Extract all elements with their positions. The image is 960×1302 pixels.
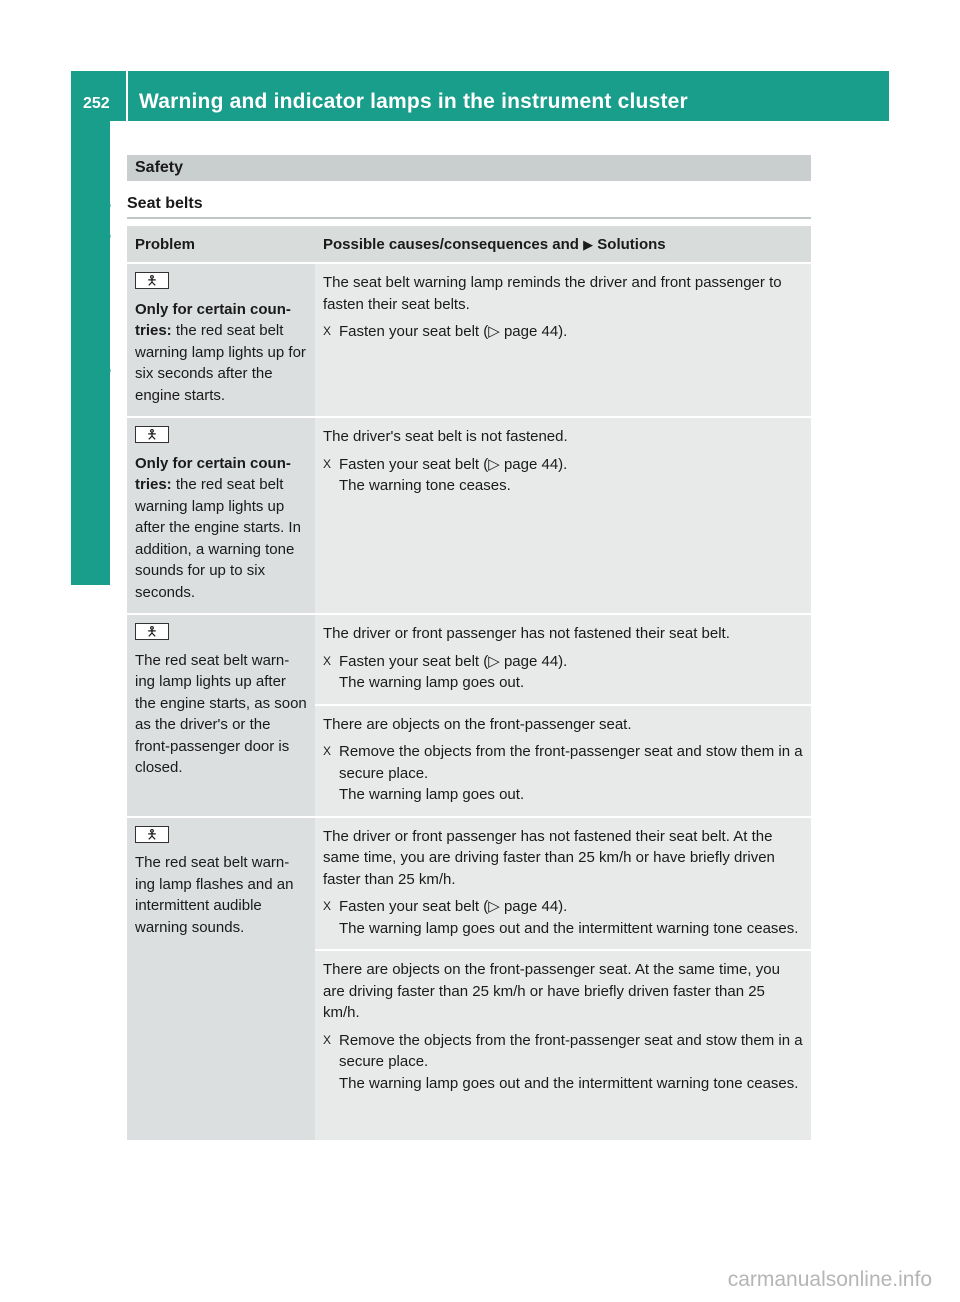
- problem-cell: [127, 615, 315, 816]
- seat-belt-warning-icon: [135, 623, 169, 640]
- seat-belt-warning-icon: [135, 272, 169, 289]
- problem-cell: [127, 264, 315, 416]
- seat-belt-warning-icon: [135, 826, 169, 843]
- cause-text: The seat belt warning lamp reminds the driver and front passenger to fasten their seat belts.: [323, 274, 782, 313]
- header-problem: Problem: [135, 236, 196, 253]
- problem-cell: [127, 818, 315, 1140]
- solution-step: [323, 1030, 805, 1095]
- header-solutions-prefix: Possible causes/consequences and: [323, 236, 579, 253]
- step-result: The warning lamp goes out.: [339, 674, 525, 691]
- seat-belt-warning-icon: [135, 426, 169, 443]
- problem-cell: [127, 418, 315, 613]
- problem-description: the red seat belt warning lamp lights up after the engine starts. In addition, a warning tone sounds for up to six seconds.: [135, 476, 301, 601]
- section-bar: [127, 155, 811, 181]
- step-result: The warning lamp goes out and the intermittent warning tone ceases.: [339, 1074, 799, 1092]
- cause-text: The driver or front passenger has not fastened their seat belt. At the same time, you are driving faster than 25 km/h or have briefly driven faster than 25 km/h.: [323, 827, 775, 888]
- solution-block: [315, 706, 811, 816]
- step-marker-icon: X: [323, 744, 332, 758]
- problem-text: [135, 453, 309, 604]
- solution-block: [315, 951, 811, 1140]
- table-body: [127, 264, 811, 1140]
- solution-block: [315, 615, 811, 704]
- side-tab-label: On-board computer and displays: [88, 184, 111, 520]
- step-marker-icon: X: [323, 899, 332, 913]
- play-arrow-icon: ▶: [583, 237, 594, 252]
- solution-step: [323, 741, 805, 806]
- table-row: [127, 264, 811, 416]
- solutions-cell: [315, 818, 811, 1140]
- step-result: The warning lamp goes out.: [339, 786, 525, 803]
- solution-step: [323, 651, 805, 694]
- solutions-cell: [315, 615, 811, 816]
- problem-text: [135, 299, 309, 407]
- subsection-title: Seat belts: [127, 195, 811, 219]
- cause-text: The driver's seat belt is not fastened.: [323, 428, 568, 445]
- seat-belt-table: [127, 226, 811, 1140]
- header-solutions: [315, 226, 811, 262]
- table-row: [127, 818, 811, 1140]
- step-text: Remove the objects from the front-passenger seat and stow them in a secure place.: [339, 1031, 803, 1070]
- seat-belt-glyph: 🯅: [146, 273, 158, 288]
- step-text: Remove the objects from the front-passenger seat and stow them in a secure place.: [339, 743, 803, 782]
- cause-text: The driver or front passenger has not fastened their seat belt.: [323, 625, 730, 642]
- solution-block: [315, 264, 811, 416]
- seat-belt-glyph: 🯅: [146, 624, 158, 639]
- problem-description: The red seat belt warn-ing lamp lights up after the engine starts, as soon as the driver's or the front-passenger door is closed.: [135, 651, 307, 776]
- step-text: Fasten your seat belt (▷ page 44).: [339, 898, 568, 915]
- cause-text: There are objects on the front-passenger seat.: [323, 715, 632, 733]
- problem-text: [135, 852, 309, 938]
- step-marker-icon: X: [323, 324, 332, 338]
- step-text: Fasten your seat belt (▷ page 44).: [339, 652, 568, 670]
- table-row: [127, 615, 811, 816]
- step-result: The warning lamp goes out and the intermittent warning tone ceases.: [339, 919, 799, 937]
- solution-step: [323, 454, 805, 497]
- solutions-cell: [315, 418, 811, 613]
- page-title: Warning and indicator lamps in the instrument cluster: [139, 90, 688, 113]
- table-header: [127, 226, 811, 262]
- solution-block: [315, 418, 811, 613]
- problem-text: [135, 650, 309, 779]
- solution-step: [323, 321, 805, 343]
- seat-belt-glyph: 🯅: [146, 826, 158, 842]
- step-marker-icon: X: [323, 653, 332, 668]
- watermark: carmanualsonline.info: [727, 1268, 932, 1291]
- solution-block: [315, 818, 811, 950]
- page-header: [71, 71, 889, 121]
- header-divider: [126, 71, 128, 121]
- problem-lead: Only for certain coun-tries:: [135, 300, 291, 339]
- solutions-cell: [315, 264, 811, 416]
- step-result: The warning tone ceases.: [339, 477, 511, 494]
- step-text: Fasten your seat belt (▷ page 44).: [339, 323, 568, 340]
- section-title: Safety: [135, 159, 184, 176]
- cause-text: There are objects on the front-passenger seat. At the same time, you are driving faster than 25 km/h or have briefly driven faster than 25 km/h.: [323, 961, 780, 1021]
- step-marker-icon: X: [323, 1032, 332, 1047]
- problem-description: The red seat belt warn-ing lamp flashes and an intermittent audible warning sounds.: [135, 854, 294, 936]
- problem-lead: Only for certain coun-tries:: [135, 454, 291, 493]
- header-solutions-suffix: Solutions: [597, 236, 666, 253]
- step-text: Fasten your seat belt (▷ page 44).: [339, 455, 568, 473]
- seat-belt-glyph: 🯅: [146, 427, 158, 442]
- step-marker-icon: X: [323, 456, 332, 471]
- solution-step: [323, 896, 805, 939]
- problem-description: the red seat belt warning lamp lights up for six seconds after the engine starts.: [135, 322, 306, 404]
- table-row: [127, 418, 811, 613]
- page-number: 252: [83, 95, 110, 112]
